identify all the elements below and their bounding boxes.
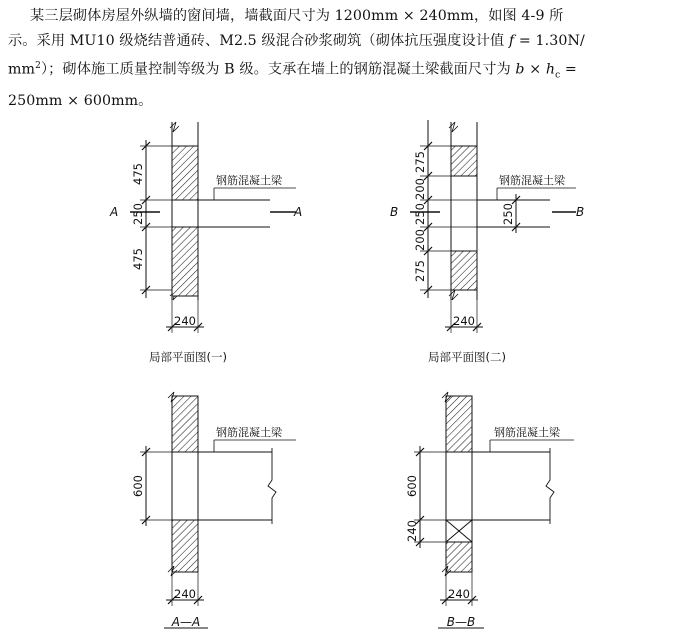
times-sign: × xyxy=(524,61,546,78)
plan2-caption: 局部平面图(二) xyxy=(428,350,506,364)
plan1-section-letter-left: A xyxy=(110,205,119,219)
plan-2 xyxy=(410,120,576,333)
f-symbol: f xyxy=(508,33,515,49)
plan-1-labels xyxy=(109,163,302,364)
plan2-section-letter-right: B xyxy=(576,205,585,219)
plan2-dim-200-top: 200 xyxy=(413,178,427,200)
problem-line-3b: ）；砌体施工质量控制等级为 B 级。支承在墙上的钢筋混凝土梁截面尺寸为 xyxy=(40,61,516,78)
plan2-beam-label: 钢筋混凝土梁 xyxy=(499,174,565,187)
plan1-hatch-top xyxy=(172,146,198,200)
b-symbol: b xyxy=(515,61,525,78)
secB-dim-240: 240 xyxy=(448,587,470,601)
plan2-section-letter-left: B xyxy=(390,205,399,219)
secB-caption: B—B xyxy=(446,615,476,629)
plan-1 xyxy=(130,122,296,333)
plan2-dim-beam-250: 250 xyxy=(501,203,515,225)
secB-hatch-bottom xyxy=(446,542,472,572)
h-symbol: h xyxy=(545,61,556,78)
problem-line-1: 某三层砌体房屋外纵墙的窗间墙，墙截面尺寸为 1200mm × 240mm，如图 4-9 所 xyxy=(30,8,564,24)
plan1-caption: 局部平面图(一) xyxy=(149,350,227,364)
plan1-dim-250: 250 xyxy=(131,203,145,225)
plan2-dim-240: 240 xyxy=(453,314,475,328)
plan2-hatch-bottom xyxy=(451,251,477,290)
secB-dim-240-pad: 240 xyxy=(405,520,419,542)
plan2-hatch-top xyxy=(451,146,477,176)
problem-line-2b: = 1.30N/ xyxy=(514,33,585,49)
plan1-section-letter-right: A xyxy=(294,205,303,219)
plan2-dim-250: 250 xyxy=(413,203,427,225)
unit-superscript: 2 xyxy=(35,61,41,71)
problem-line-4: 250mm × 600mm。 xyxy=(8,92,153,109)
plan1-dim-240: 240 xyxy=(174,314,196,328)
plan2-dim-275-bottom: 275 xyxy=(413,260,427,282)
problem-line-3a: mm xyxy=(8,61,36,78)
section-b-b-labels xyxy=(405,425,561,629)
plan2-dim-275-top: 275 xyxy=(413,151,427,173)
secA-dim-600: 600 xyxy=(131,475,145,497)
secA-beam-label: 钢筋混凝土梁 xyxy=(216,426,282,439)
secA-dim-240: 240 xyxy=(174,587,196,601)
secB-beam-label: 钢筋混凝土梁 xyxy=(494,426,560,439)
secA-hatch-top xyxy=(172,396,198,452)
problem-line-2a: 示。采用 MU10 级烧结普通砖、M2.5 级混合砂浆砌筑（砌体抗压强度设计值 xyxy=(8,33,509,49)
secA-caption: A—A xyxy=(171,615,201,629)
secB-dim-600: 600 xyxy=(405,475,419,497)
h-subscript: c xyxy=(555,70,561,81)
plan2-dim-200-bottom: 200 xyxy=(413,229,427,251)
plan1-hatch-bottom xyxy=(172,227,198,296)
section-a-a-labels xyxy=(131,425,283,629)
secB-hatch-top xyxy=(446,396,472,452)
plan1-dim-475-bottom: 475 xyxy=(131,248,145,270)
plan1-beam-label: 钢筋混凝土梁 xyxy=(216,174,282,187)
plan-2-labels xyxy=(390,151,584,364)
plan1-dim-475-top: 475 xyxy=(131,163,145,185)
secA-hatch-bottom xyxy=(172,520,198,572)
problem-line-3c: = xyxy=(560,61,577,78)
